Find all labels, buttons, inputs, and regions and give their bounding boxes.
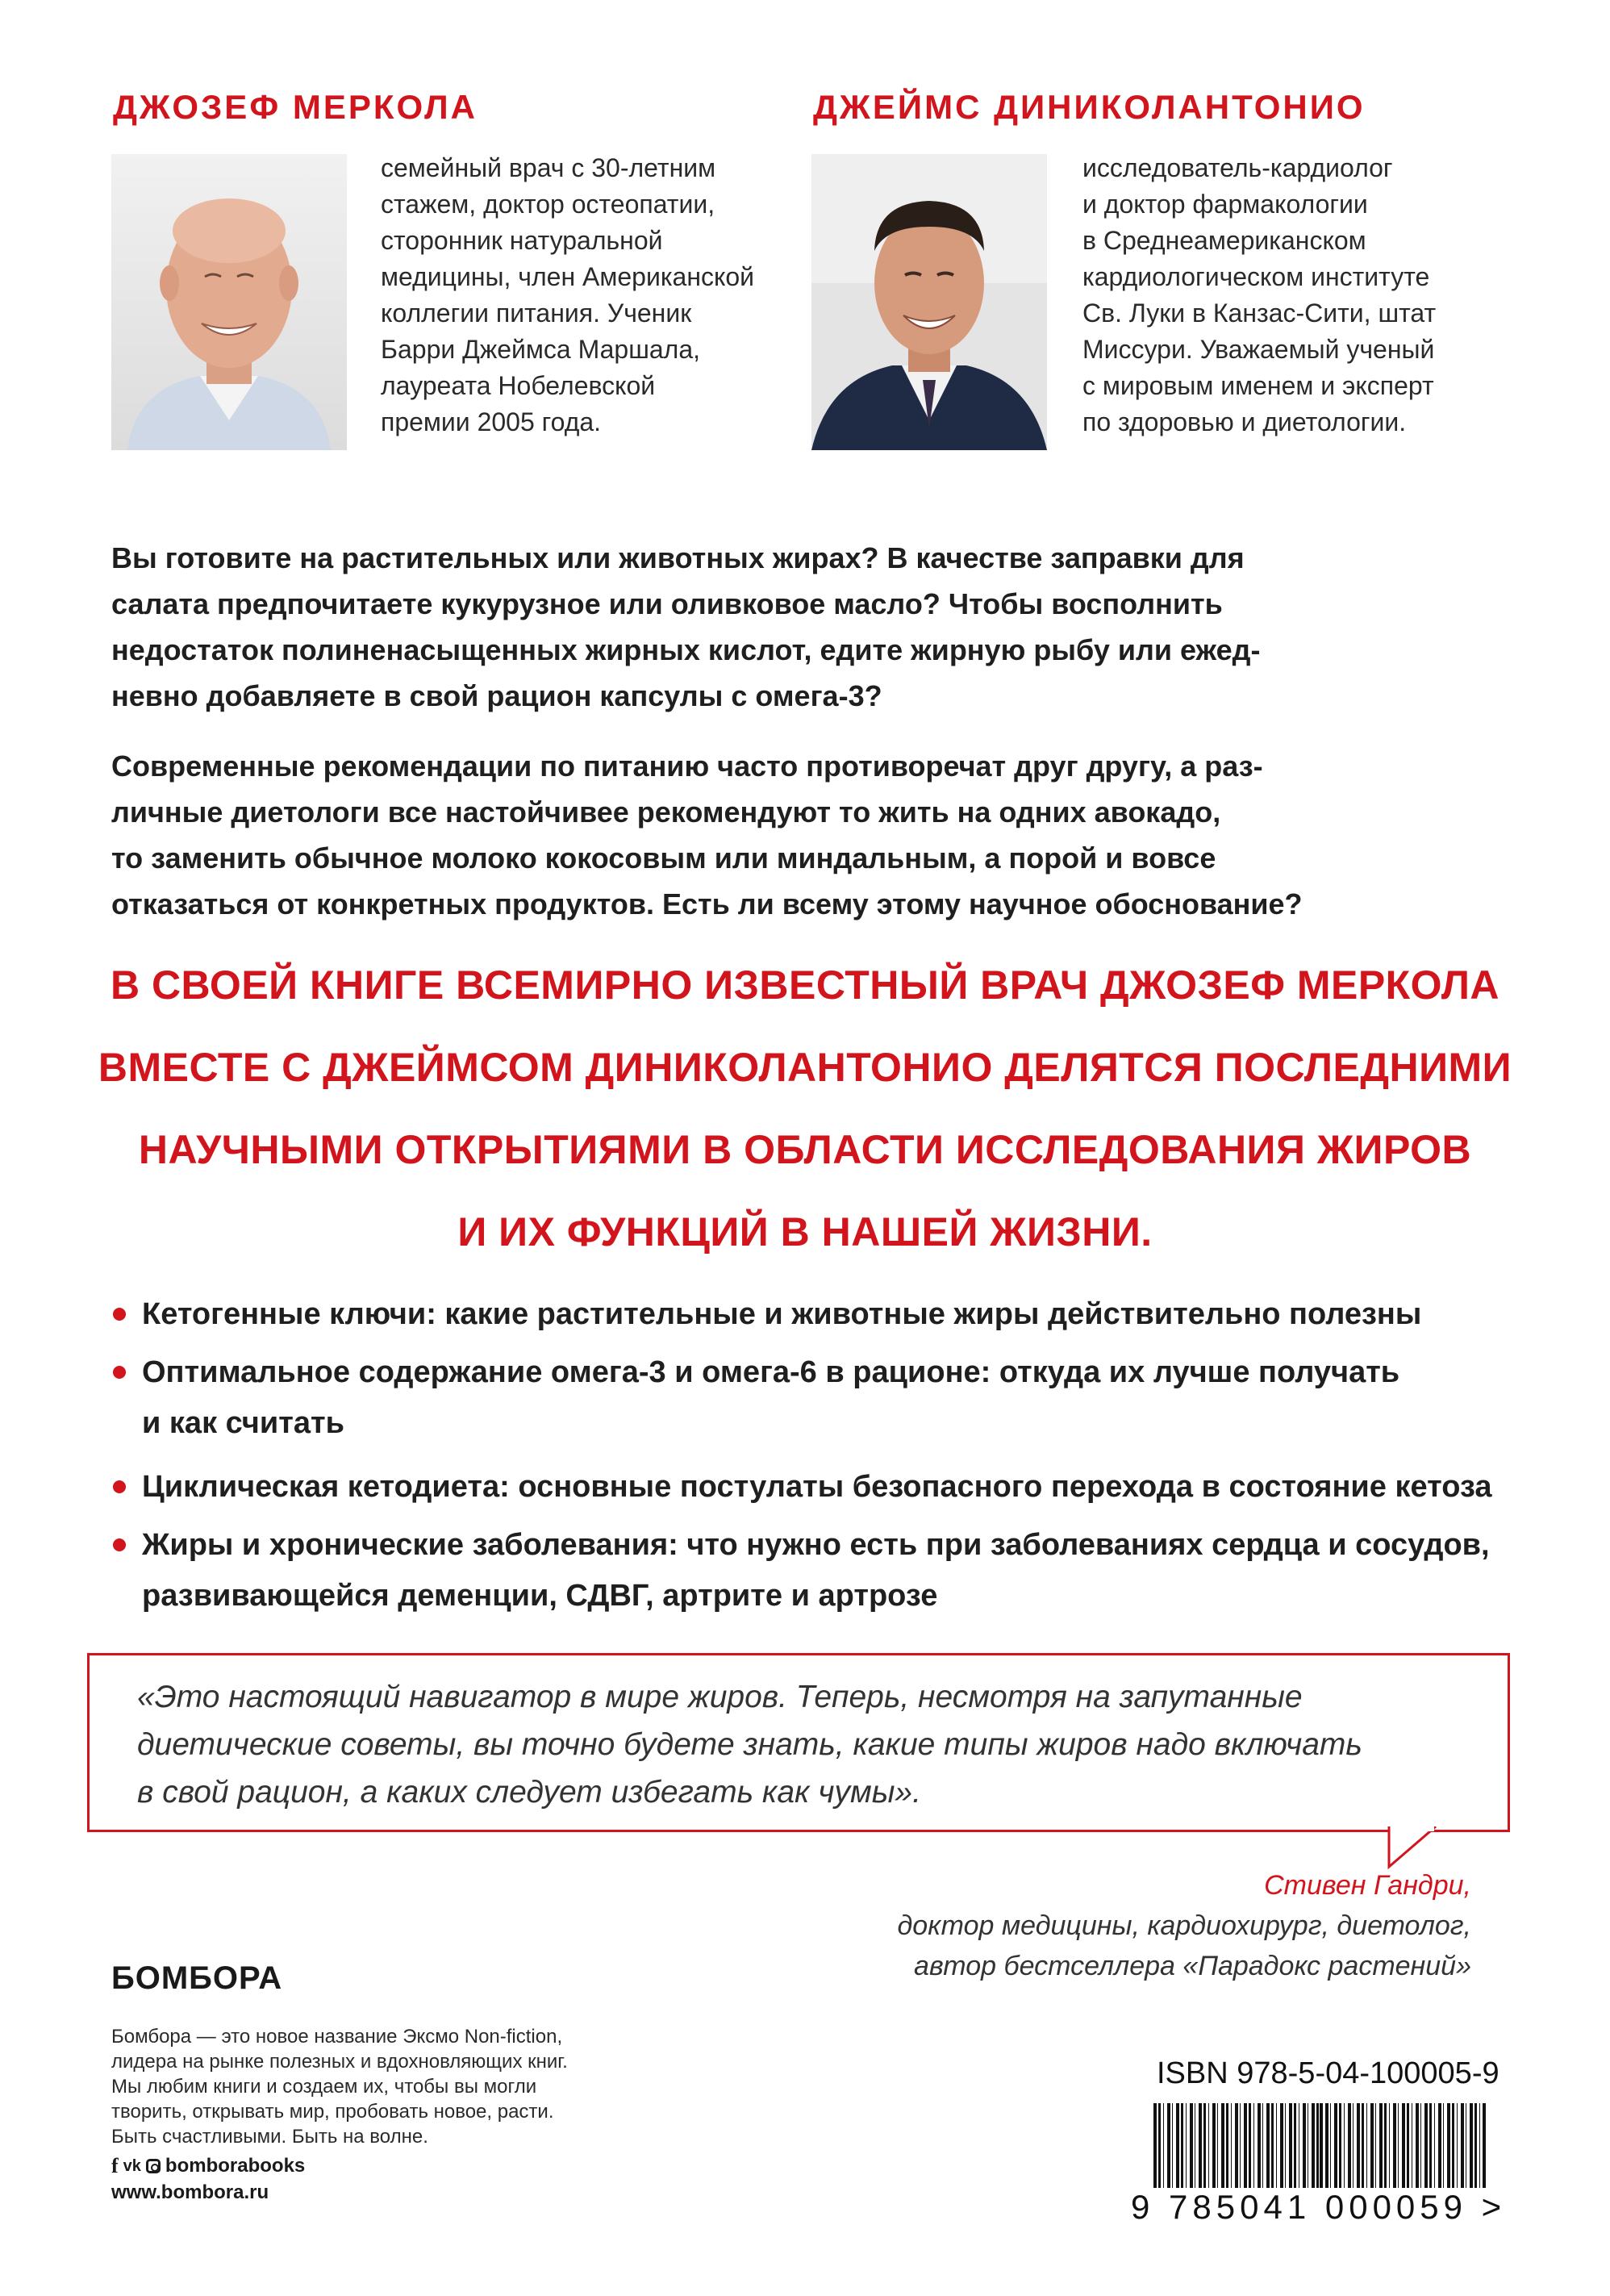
bio-line: в Среднеамериканском [1082, 226, 1366, 255]
publisher-text-line: лидера на рынке полезных и вдохновляющих книг. [111, 2051, 568, 2073]
bio-line: коллегии питания. Ученик [381, 298, 692, 328]
bullet-dot [113, 1480, 126, 1493]
highlight-line: ВМЕСТЕ С ДЖЕЙМСОМ ДИНИКОЛАНТОНИО ДЕЛЯТСЯ ПОСЛЕДНИМИ [98, 1045, 1512, 1090]
social-handle[interactable]: bomborabooks [165, 2155, 306, 2177]
bio-line: семейный врач с 30-летним [381, 153, 716, 182]
author-1-photo [111, 154, 347, 450]
quote-line: «Это настоящий навигатор в мире жиров. Теперь, несмотря на запутанные [137, 1680, 1303, 1714]
paragraph-line: личные диетологи все настойчивее рекомендуют то жить на одних авокадо, [111, 795, 1221, 829]
paragraph-line: Вы готовите на растительных или животных жирах? В качестве заправки для [111, 541, 1245, 574]
intro-paragraph-2 [111, 743, 1303, 927]
highlight-statement [0, 944, 1610, 1273]
bullet-dot [113, 1366, 126, 1379]
highlight-line: В СВОЕЙ КНИГЕ ВСЕМИРНО ИЗВЕСТНЫЙ ВРАЧ ДЖОЗЕФ МЕРКОЛА [110, 962, 1500, 1008]
quote-author-detail: автор бестселлера «Парадокс растений» [914, 1951, 1471, 1981]
bio-line: премии 2005 года. [381, 407, 602, 436]
bullet-dot [113, 1538, 126, 1551]
bio-line: кардиологическом институте [1082, 262, 1430, 291]
author-1-name: ДЖОЗЕФ МЕРКОЛА [113, 88, 478, 126]
publisher-website[interactable]: www.bombora.ru [111, 2181, 269, 2203]
paragraph-line: недостаток полиненасыщенных жирных кислот, едите жирную рыбу или ежед- [111, 633, 1261, 666]
bullet-item [142, 1523, 1490, 1618]
quote-author-detail: доктор медицины, кардиохирург, диетолог, [897, 1910, 1471, 1941]
bio-line: Миссури. Уважаемый ученый [1082, 335, 1435, 364]
bullet-line: Жиры и хронические заболевания: что нужно есть при заболеваниях сердца и сосудов, [142, 1528, 1490, 1562]
paragraph-line: то заменить обычное молоко кокосовым или миндальным, а порой и вовсе [111, 841, 1216, 875]
vk-icon[interactable]: vk [123, 2156, 141, 2175]
paragraph-line: невно добавляете в свой рацион капсулы с омега-3? [111, 679, 882, 712]
bio-line: Св. Луки в Канзас-Сити, штат [1082, 298, 1437, 328]
publisher-text-line: Мы любим книги и создаем их, чтобы вы могли [111, 2076, 537, 2098]
bullet-line: Оптимальное содержание омега-3 и омега-6 в рационе: откуда их лучше получать [142, 1355, 1400, 1389]
quote-author: Стивен Гандри, [1264, 1870, 1471, 1901]
isbn-label: ISBN 978-5-04-100005-9 [1157, 2056, 1499, 2090]
quote-line: диетические советы, вы точно будете знать, какие типы жиров надо включать [137, 1727, 1362, 1762]
paragraph-line: Современные рекомендации по питанию часто противоречат друг другу, а раз- [111, 749, 1263, 783]
author-1-bio [381, 150, 754, 440]
paragraph-line: отказаться от конкретных продуктов. Есть ли всему этому научное обоснование? [111, 887, 1303, 920]
publisher-text-line: творить, открывать мир, пробовать новое, расти. [111, 2101, 554, 2123]
bio-line: по здоровью и диетологии. [1082, 407, 1407, 436]
bullet-item: Циклическая кетодиета: основные постулаты безопасного перехода в состояние кетоза [142, 1470, 1492, 1504]
bullet-item [142, 1350, 1399, 1446]
author-2-photo [811, 154, 1047, 450]
bio-line: стажем, доктор остеопатии, [381, 190, 715, 219]
intro-paragraph-1 [111, 535, 1260, 719]
publisher-text-line: Бомбора — это новое название Эксмо Non-fiction, [111, 2026, 563, 2048]
publisher-description [111, 2024, 568, 2149]
highlight-line: НАУЧНЫМИ ОТКРЫТИЯМИ В ОБЛАСТИ ИССЛЕДОВАНИЯ ЖИРОВ [138, 1127, 1472, 1172]
author-2-name: ДЖЕЙМС ДИНИКОЛАНТОНИО [813, 88, 1366, 126]
bullet-item: Кетогенные ключи: какие растительные и животные жиры действительно полезны [142, 1297, 1422, 1331]
bullet-dot [113, 1308, 126, 1321]
bio-line: медицины, член Американской [381, 262, 755, 291]
instagram-icon[interactable] [146, 2159, 161, 2173]
barcode-digits: 9 785041 000059 > [1128, 2188, 1509, 2227]
quote-line: в свой рацион, а каких следует избегать как чумы». [137, 1775, 921, 1810]
quote-attribution [665, 1865, 1471, 1986]
bullet-line: и как считать [142, 1406, 344, 1440]
bio-line: лауреата Нобелевской [381, 371, 656, 400]
social-links [111, 2154, 305, 2178]
facebook-icon[interactable]: f [111, 2154, 119, 2177]
bio-line: исследователь-кардиолог [1082, 153, 1393, 182]
bio-line: Барри Джеймса Маршала, [381, 335, 701, 364]
bio-line: и доктор фармакологии [1082, 190, 1368, 219]
bullet-line: развивающейся деменции, СДВГ, артрите и артрозе [142, 1579, 938, 1613]
quote-text [137, 1673, 1362, 1816]
publisher-logo: БОМБОРА [111, 1960, 283, 1996]
bio-line: с мировым именем и эксперт [1082, 371, 1434, 400]
paragraph-line: салата предпочитаете кукурузное или оливковое масло? Чтобы восполнить [111, 587, 1223, 620]
bio-line: сторонник натуральной [381, 226, 663, 255]
publisher-text-line: Быть счастливыми. Быть на волне. [111, 2126, 428, 2148]
highlight-line: И ИХ ФУНКЦИЙ В НАШЕЙ ЖИЗНИ. [457, 1209, 1153, 1254]
author-2-bio [1082, 150, 1436, 440]
